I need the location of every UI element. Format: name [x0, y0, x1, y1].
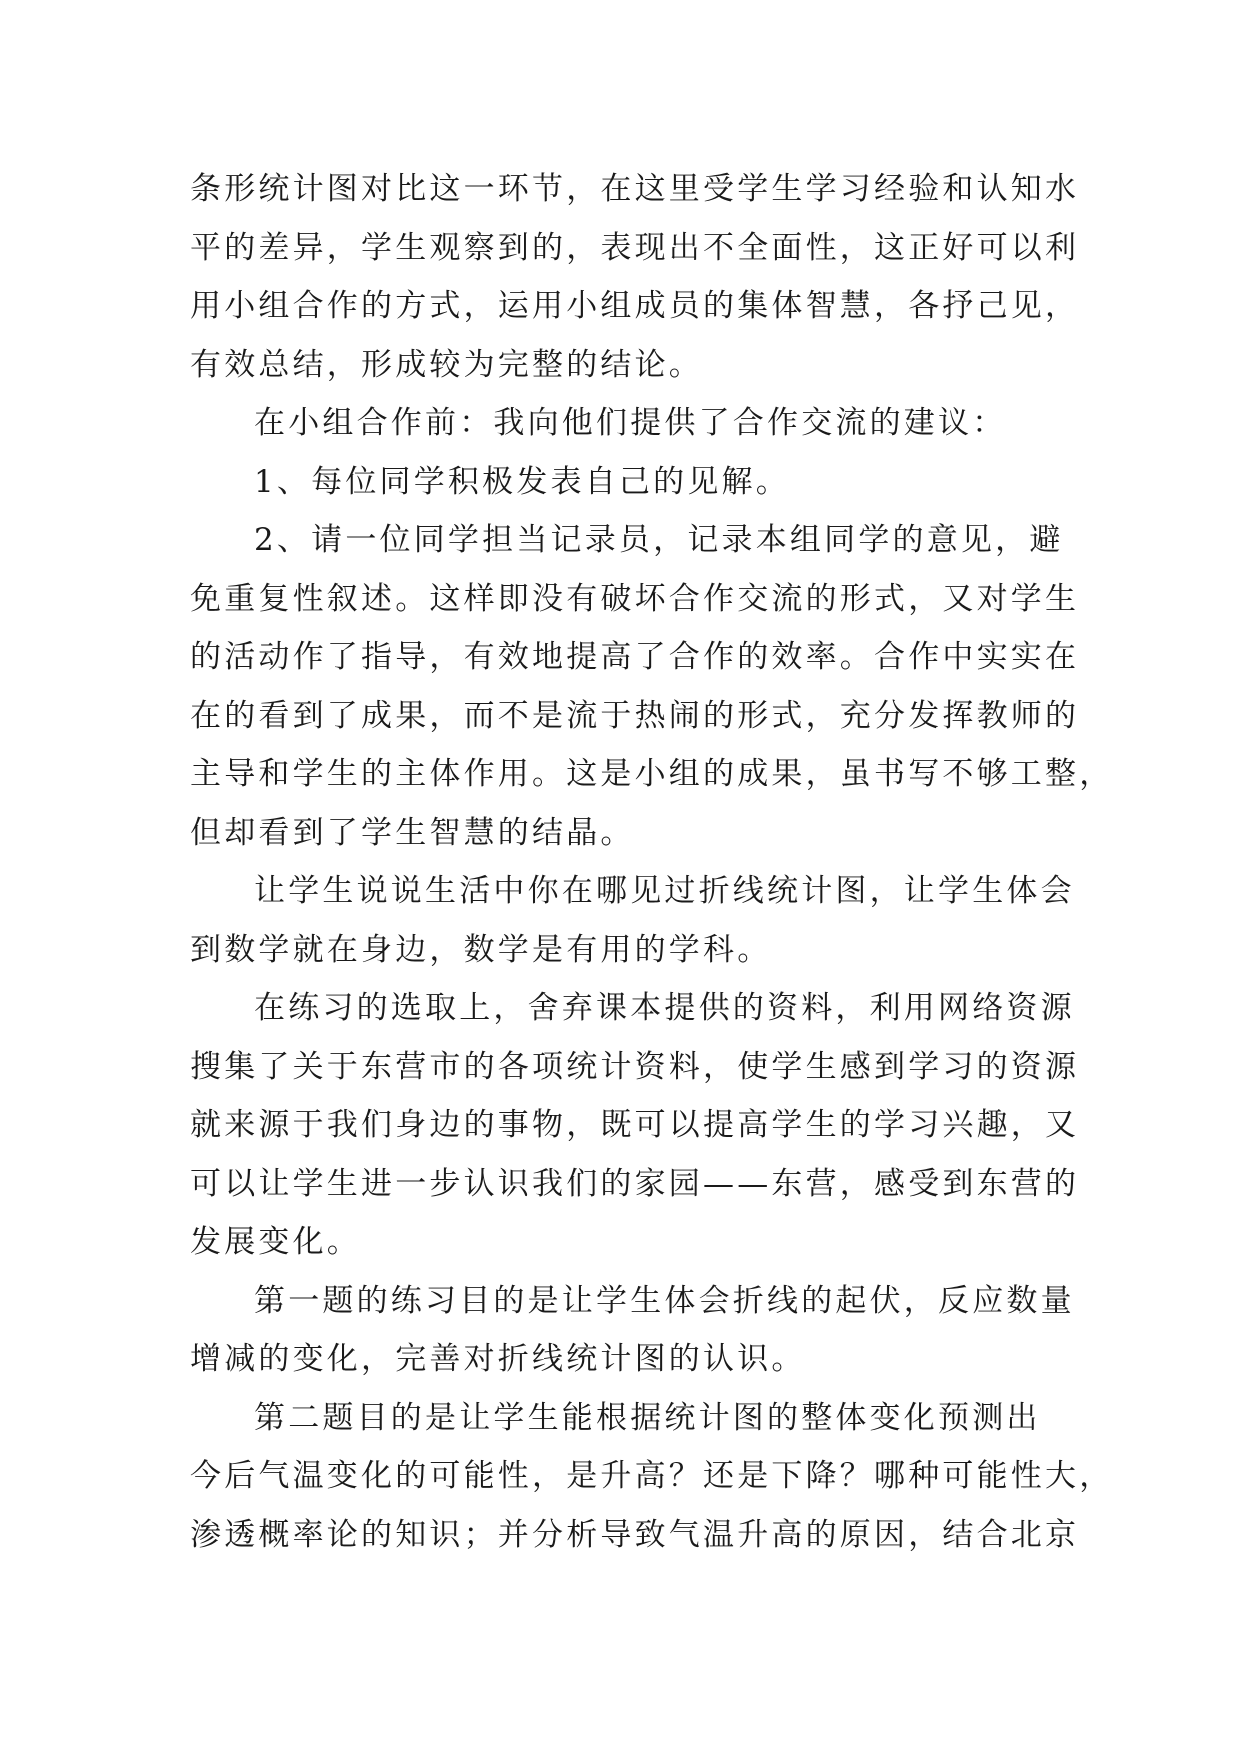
text-line: 但却看到了学生智慧的结晶。 [190, 814, 635, 851]
paragraph-start-line: 第二题目的是让学生能根据统计图的整体变化预测出 [254, 1399, 1041, 1436]
paragraph-start-line: 在练习的选取上，舍弃课本提供的资料，利用网络资源 [254, 990, 1075, 1026]
paragraph-start-line: 让学生说说生活中你在哪见过折线统计图，让学生体会 [254, 873, 1075, 909]
paragraph-start-line: 在小组合作前：我向他们提供了合作交流的建议： [254, 405, 1007, 441]
text-line: 主导和学生的主体作用。这是小组的成果，虽书写不够工整， [190, 756, 1114, 792]
document-body [190, 160, 1114, 1564]
text-line: 平的差异，学生观察到的，表现出不全面性，这正好可以利 [190, 229, 1080, 266]
list-item-1: 1、每位同学积极发表自己的见解。 [254, 463, 790, 500]
list-item-2: 2、请一位同学担当记录员，记录本组同学的意见，避 [254, 522, 1064, 558]
text-line: 发展变化。 [190, 1224, 361, 1260]
text-line: 可以让学生进一步认识我们的家园——东营，感受到东营的 [190, 1165, 1080, 1202]
text-line: 渗透概率论的知识；并分析导致气温升高的原因，结合北京 [190, 1516, 1080, 1553]
text-line: 有效总结，形成较为完整的结论。 [190, 346, 703, 383]
text-line: 到数学就在身边，数学是有用的学科。 [190, 931, 772, 968]
text-line: 今后气温变化的可能性，是升高？还是下降？哪种可能性大， [190, 1458, 1114, 1494]
paragraph-start-line: 第一题的练习目的是让学生体会折线的起伏，反应数量 [254, 1282, 1075, 1319]
text-line: 用小组合作的方式，运用小组成员的集体智慧，各抒己见， [190, 288, 1080, 324]
text-line: 的活动作了指导，有效地提高了合作的效率。合作中实实在 [190, 639, 1080, 675]
text-line: 搜集了关于东营市的各项统计资料，使学生感到学习的资源 [190, 1048, 1080, 1085]
text-line: 就来源于我们身边的事物，既可以提高学生的学习兴趣，又 [190, 1107, 1080, 1143]
text-line: 在的看到了成果，而不是流于热闹的形式，充分发挥教师的 [190, 697, 1080, 734]
text-line: 免重复性叙述。这样即没有破坏合作交流的形式，又对学生 [190, 580, 1080, 617]
text-line: 条形统计图对比这一环节，在这里受学生学习经验和认知水 [190, 171, 1080, 207]
text-line: 增减的变化，完善对折线统计图的认识。 [190, 1341, 806, 1377]
